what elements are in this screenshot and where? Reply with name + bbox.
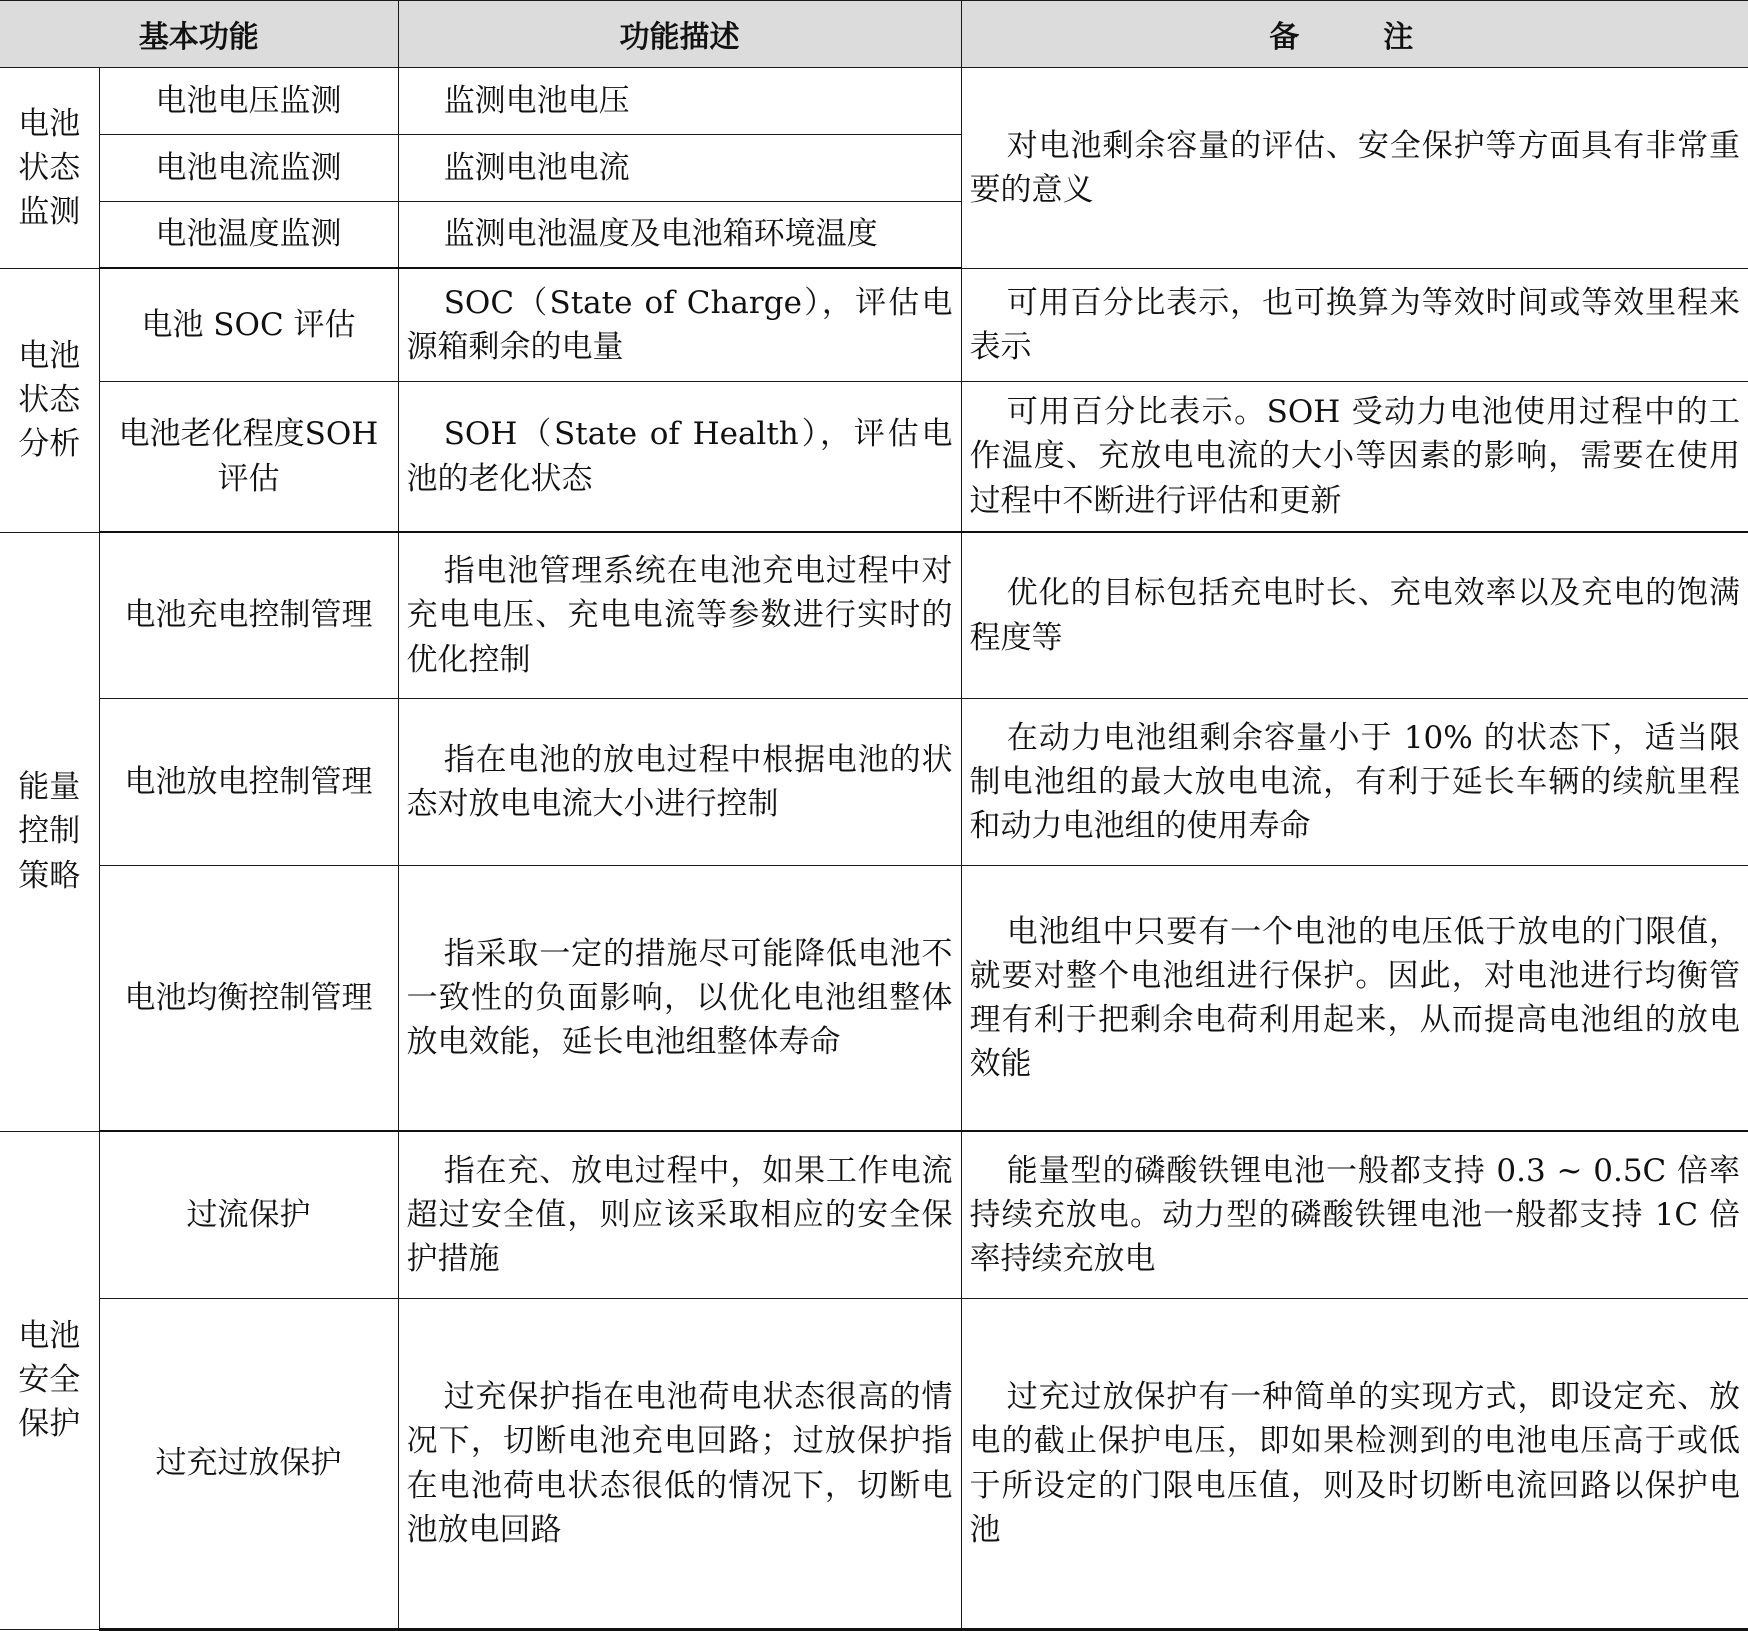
function-cell: 电池电压监测 xyxy=(99,68,398,135)
description-cell: 过充保护指在电池荷电状态很高的情况下，切断电池充电回路；过放保护指在电池荷电状态很低的情况下，切断电池放电回路 xyxy=(398,1299,961,1630)
function-cell: 电池 SOC 评估 xyxy=(99,268,398,382)
description-cell: 监测电池电流 xyxy=(398,135,961,202)
note-cell: 可用百分比表示，也可换算为等效时间或等效里程来表示 xyxy=(961,268,1748,382)
category-energy-control: 能量控制策略 xyxy=(0,532,99,1131)
description-cell: 监测电池温度及电池箱环境温度 xyxy=(398,202,961,269)
note-cell: 对电池剩余容量的评估、安全保护等方面具有非常重要的意义 xyxy=(961,68,1748,269)
description-cell: 指在电池的放电过程中根据电池的状态对放电电流大小进行控制 xyxy=(398,699,961,866)
note-cell: 优化的目标包括充电时长、充电效率以及充电的饱满程度等 xyxy=(961,532,1748,699)
table-row xyxy=(0,68,1748,135)
category-state-monitoring: 电池状态监测 xyxy=(0,68,99,269)
header-function-description: 功能描述 xyxy=(398,1,961,68)
note-cell: 可用百分比表示。SOH 受动力电池使用过程中的工作温度、充放电电流的大小等因素的影响，需要在使用过程中不断进行评估和更新 xyxy=(961,382,1748,533)
category-safety-protection: 电池安全保护 xyxy=(0,1131,99,1630)
description-cell: SOH（State of Health），评估电池的老化状态 xyxy=(398,382,961,533)
note-cell: 能量型的磷酸铁锂电池一般都支持 0.3 ~ 0.5C 倍率持续充放电。动力型的磷酸铁锂电池一般都支持 1C 倍率持续充放电 xyxy=(961,1131,1748,1299)
description-cell: SOC（State of Charge），评估电源箱剩余的电量 xyxy=(398,268,961,382)
function-cell: 电池电流监测 xyxy=(99,135,398,202)
table-row xyxy=(0,866,1748,1132)
function-cell: 电池老化程度SOH 评估 xyxy=(99,382,398,533)
note-cell: 过充过放保护有一种简单的实现方式，即设定充、放电的截止保护电压，即如果检测到的电池电压高于或低于所设定的门限电压值，则及时切断电流回路以保护电池 xyxy=(961,1299,1748,1630)
table-row xyxy=(0,382,1748,533)
table-row xyxy=(0,532,1748,699)
header-row xyxy=(0,1,1748,68)
function-cell: 电池温度监测 xyxy=(99,202,398,269)
function-cell: 电池充电控制管理 xyxy=(99,532,398,699)
category-state-analysis: 电池状态分析 xyxy=(0,268,99,532)
function-cell: 过充过放保护 xyxy=(99,1299,398,1630)
header-remarks: 备 注 xyxy=(961,1,1748,68)
function-cell: 电池均衡控制管理 xyxy=(99,866,398,1132)
table-row xyxy=(0,1131,1748,1299)
table-row xyxy=(0,699,1748,866)
description-cell: 指电池管理系统在电池充电过程中对充电电压、充电电流等参数进行实时的优化控制 xyxy=(398,532,961,699)
header-basic-function: 基本功能 xyxy=(0,1,398,68)
description-cell: 指在充、放电过程中，如果工作电流超过安全值，则应该采取相应的安全保护措施 xyxy=(398,1131,961,1299)
table-row xyxy=(0,268,1748,382)
description-cell: 监测电池电压 xyxy=(398,68,961,135)
function-cell: 电池放电控制管理 xyxy=(99,699,398,866)
note-cell: 在动力电池组剩余容量小于 10% 的状态下，适当限制电池组的最大放电电流，有利于延长车辆的续航里程和动力电池组的使用寿命 xyxy=(961,699,1748,866)
description-cell: 指采取一定的措施尽可能降低电池不一致性的负面影响，以优化电池组整体放电效能，延长电池组整体寿命 xyxy=(398,866,961,1132)
function-cell: 过流保护 xyxy=(99,1131,398,1299)
note-cell: 电池组中只要有一个电池的电压低于放电的门限值，就要对整个电池组进行保护。因此，对电池进行均衡管理有利于把剩余电荷利用起来，从而提高电池组的放电效能 xyxy=(961,866,1748,1132)
table-row xyxy=(0,1299,1748,1630)
